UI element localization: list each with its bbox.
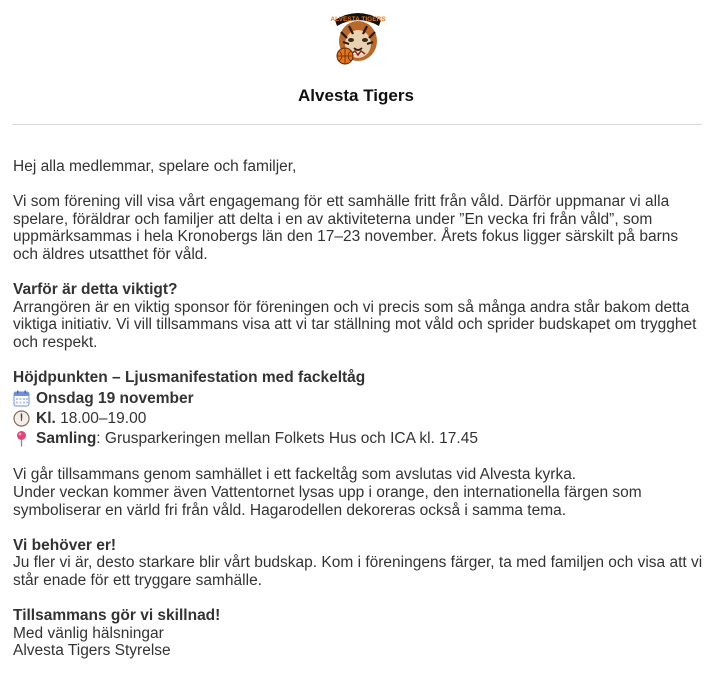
highlight-heading: Höjdpunkten – Ljusmanifestation med fackeltåg <box>13 369 366 387</box>
newsletter-header <box>0 0 712 125</box>
newsletter-body <box>13 158 703 660</box>
pushpin-icon <box>13 430 30 447</box>
time-value: 18.00–19.00 <box>55 409 147 427</box>
meeting-point-row <box>13 429 703 449</box>
meeting-label: Samling <box>36 429 97 447</box>
why-text: Arrangören är en viktig sponsor för föreningen och vi precis som så många andra står bakom detta viktiga initiativ. Vi vill tillsammans visa att vi tar ställning mot våld och sprider budskapet om trygghet och respekt. <box>13 298 697 351</box>
intro-paragraph: Vi som förening vill visa vårt engagemang för ett samhälle fritt från våld. Därför uppmanar vi alla spelare, föräldrar och familjer att delta i en av aktiviteterna under ”En vecka fri från våld”, som uppmärksammas i hela Kronobergs län den 17–23 november. Årets fokus ligger särskilt på barns och äldres utsatthet för våld. <box>13 193 679 263</box>
walk-line-1: Vi går tillsammans genom samhället i ett fackeltåg som avslutas vid Alvesta kyrka. <box>13 466 577 484</box>
time-label: Kl. <box>36 409 56 427</box>
need-heading: Vi behöver er! <box>13 536 117 554</box>
svg-text:ALVESTA TIGERS: ALVESTA TIGERS <box>330 16 386 23</box>
closing-heading: Tillsammans gör vi skillnad! <box>13 607 221 625</box>
need-text: Ju fler vi är, desto starkare blir vårt budskap. Kom i föreningens färger, ta med familjen och visa att vi står enade för ett tryggare samhälle. <box>13 554 703 589</box>
why-heading: Varför är detta viktigt? <box>13 281 178 299</box>
closing-regards: Med vänlig hälsningar <box>13 624 164 642</box>
closing-section <box>13 607 703 660</box>
calendar-icon <box>13 390 30 407</box>
clock-icon <box>13 410 30 427</box>
signature: Alvesta Tigers Styrelse <box>13 642 171 660</box>
event-date-row <box>13 389 703 409</box>
walk-section <box>13 466 703 519</box>
walk-line-2: Under veckan kommer även Vattentornet lysas upp i orange, den internationella färgen som symboliserar en värld fri från våld. Hagarodellen dekoreras också i samma tema. <box>13 483 642 519</box>
meeting-value: : Grusparkeringen mellan Folkets Hus och ICA kl. 17.45 <box>96 429 478 447</box>
club-logo <box>329 8 387 66</box>
need-section <box>13 537 703 590</box>
org-title: Alvesta Tigers <box>298 86 414 105</box>
why-section <box>13 281 703 351</box>
greeting: Hej alla medlemmar, spelare och familjer, <box>13 158 297 175</box>
highlight-section <box>13 369 703 449</box>
header-divider <box>12 124 702 125</box>
event-time-row <box>13 409 703 429</box>
event-date: Onsdag 19 november <box>36 389 194 407</box>
